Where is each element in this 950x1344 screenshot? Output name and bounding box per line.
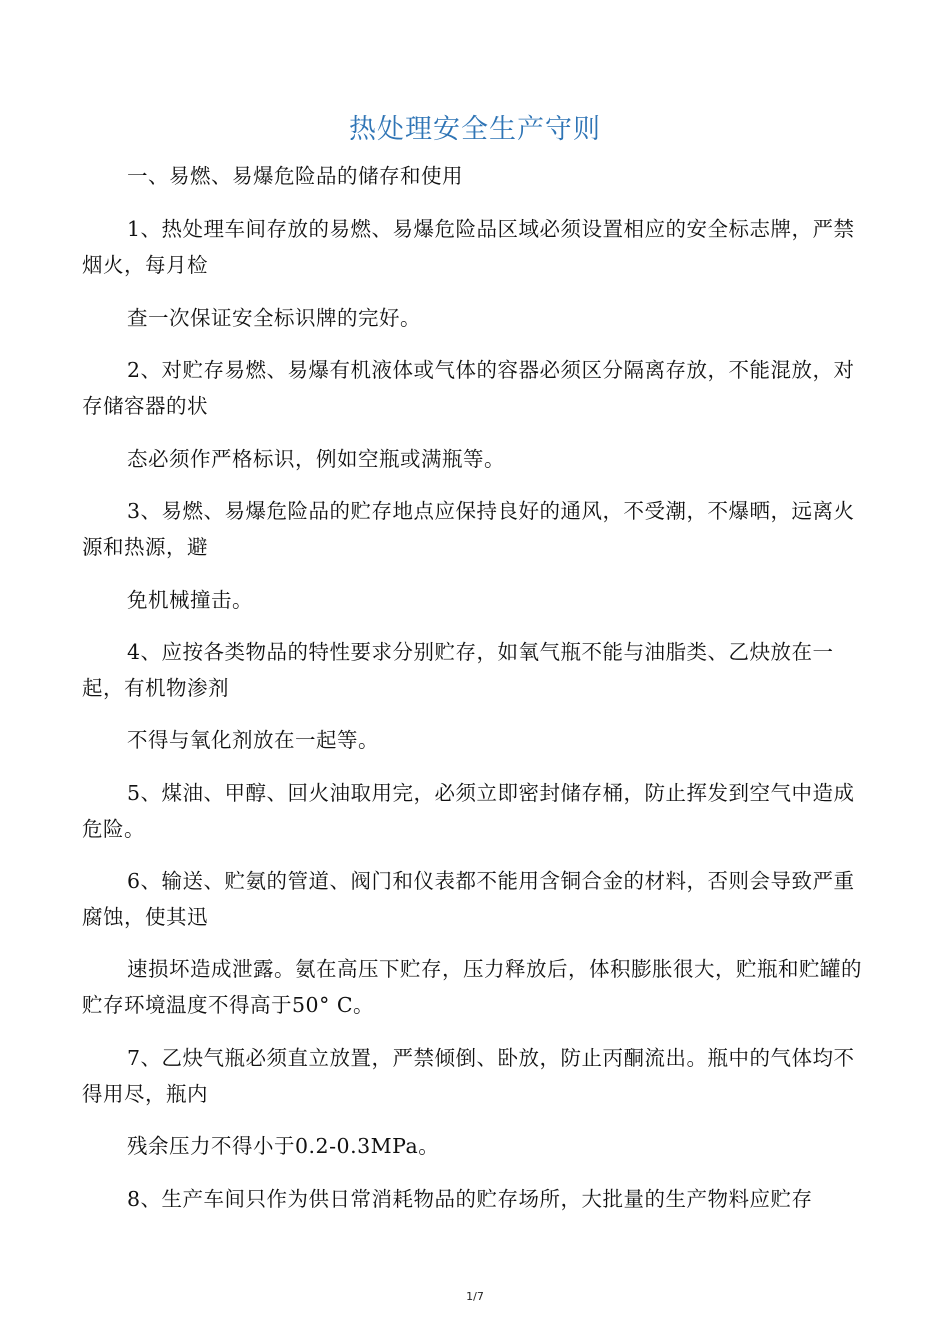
paragraph-2: 2、对贮存易燃、易爆有机液体或气体的容器必须区分隔离存放，不能混放，对存储容器的状 (82, 358, 855, 418)
paragraph-2-cont: 态必须作严格标识，例如空瓶或满瓶等。 (127, 447, 505, 471)
paragraph-6: 6、输送、贮氨的管道、阀门和仪表都不能用含铜合金的材料，否则会导致严重腐蚀，使其迅 (82, 869, 855, 929)
paragraph-4: 4、应按各类物品的特性要求分别贮存，如氧气瓶不能与油脂类、乙炔放在一起，有机物渗剂 (82, 640, 834, 700)
page-number: 1/7 (466, 1290, 484, 1303)
paragraph-6-cont: 速损坏造成泄露。氨在高压下贮存，压力释放后，体积膨胀很大，贮瓶和贮罐的贮存环境温度不得高于50° C。 (82, 957, 862, 1017)
paragraph-3-cont: 免机械撞击。 (127, 588, 253, 612)
paragraph-3: 3、易燃、易爆危险品的贮存地点应保持良好的通风，不受潮，不爆晒，远离火源和热源，避 (82, 499, 855, 559)
paragraph-7: 7、乙炔气瓶必须直立放置，严禁倾倒、卧放，防止丙酮流出。瓶中的气体均不得用尽，瓶内 (82, 1046, 855, 1106)
paragraph-5: 5、煤油、甲醇、回火油取用完，必须立即密封储存桶，防止挥发到空气中造成危险。 (82, 781, 855, 841)
section-heading: 一、易燃、易爆危险品的储存和使用 (127, 164, 463, 188)
paragraph-7-cont: 残余压力不得小于0.2-0.3MPa。 (127, 1134, 440, 1158)
paragraph-8: 8、生产车间只作为供日常消耗物品的贮存场所，大批量的生产物料应贮存 (127, 1187, 813, 1211)
paragraph-4-cont: 不得与氧化剂放在一起等。 (127, 728, 379, 752)
paragraph-1: 1、热处理车间存放的易燃、易爆危险品区域必须设置相应的安全标志牌，严禁烟火，每月检 (82, 217, 855, 277)
paragraph-1-cont: 查一次保证安全标识牌的完好。 (127, 306, 421, 330)
document-title: 热处理安全生产守则 (349, 114, 601, 145)
